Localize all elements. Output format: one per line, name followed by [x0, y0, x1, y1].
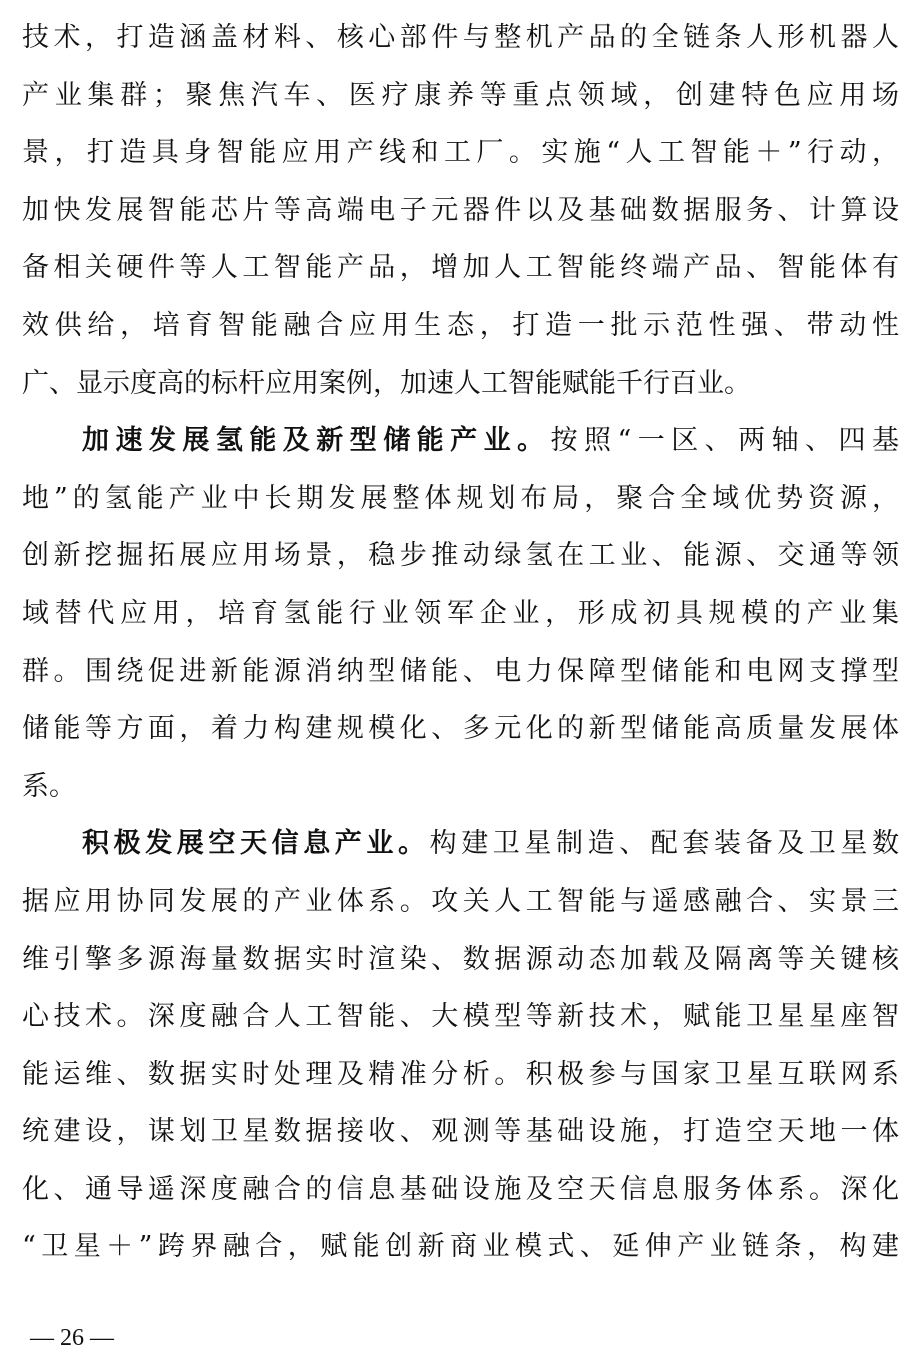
text-line: 统建设，谋划卫星数据接收、观测等基础设施，打造空天地一体	[22, 1116, 899, 1148]
text-span: 按照“一区、两轴、四基	[550, 425, 899, 457]
text-span: 构建卫星制造、配套装备及卫星数	[429, 828, 899, 860]
document-body	[22, 9, 899, 1276]
section-heading-space: 积极发展空天信息产业。	[82, 828, 430, 860]
text-line: 技术，打造涵盖材料、核心部件与整机产品的全链条人形机器人	[22, 22, 899, 53]
text-line: 据应用协同发展的产业体系。攻关人工智能与遥感融合、实景三	[22, 885, 899, 917]
text-line: 系。	[22, 770, 76, 802]
text-line: 维引擎多源海量数据实时渲染、数据源动态加载及隔离等关键核	[22, 943, 899, 975]
text-line: 备相关硬件等人工智能产品，增加人工智能终端产品、智能体有	[22, 252, 899, 284]
text-line: 广、显示度高的标杆应用案例，加速人工智能赋能千行百业。	[22, 367, 751, 399]
text-line: 能运维、数据实时处理及精准分析。积极参与国家卫星互联网系	[22, 1058, 899, 1090]
text-line: 化、通导遥深度融合的信息基础设施及空天信息服务体系。深化	[22, 1173, 899, 1205]
text-line: 心技术。深度融合人工智能、大模型等新技术，赋能卫星星座智	[22, 1001, 899, 1033]
page-number: — 26 —	[30, 1325, 114, 1351]
text-line: 产业集群；聚焦汽车、医疗康养等重点领域，创建特色应用场	[22, 79, 899, 111]
text-line: 域替代应用，培育氢能行业领军企业，形成初具规模的产业集	[22, 597, 899, 629]
text-line: 群。围绕促进新能源消纳型储能、电力保障型储能和电网支撑型	[22, 655, 899, 687]
text-line: 景，打造具身智能应用产线和工厂。实施“人工智能＋”行动，	[22, 137, 899, 169]
text-line: 地”的氢能产业中长期发展整体规划布局，聚合全域优势资源，	[22, 482, 899, 514]
section-heading-hydrogen: 加速发展氢能及新型储能产业。	[82, 425, 551, 457]
paragraph-space-first-line	[22, 815, 899, 873]
text-line: “卫星＋”跨界融合，赋能创新商业模式、延伸产业链条，构建	[22, 1231, 899, 1263]
text-line: 创新挖掘拓展应用场景，稳步推动绿氢在工业、能源、交通等领	[22, 540, 899, 572]
paragraph-hydrogen-first-line	[22, 412, 899, 470]
text-line: 效供给，培育智能融合应用生态，打造一批示范性强、带动性	[22, 309, 899, 341]
text-line: 加快发展智能芯片等高端电子元器件以及基础数据服务、计算设	[22, 194, 899, 226]
text-line: 储能等方面，着力构建规模化、多元化的新型储能高质量发展体	[22, 713, 899, 745]
